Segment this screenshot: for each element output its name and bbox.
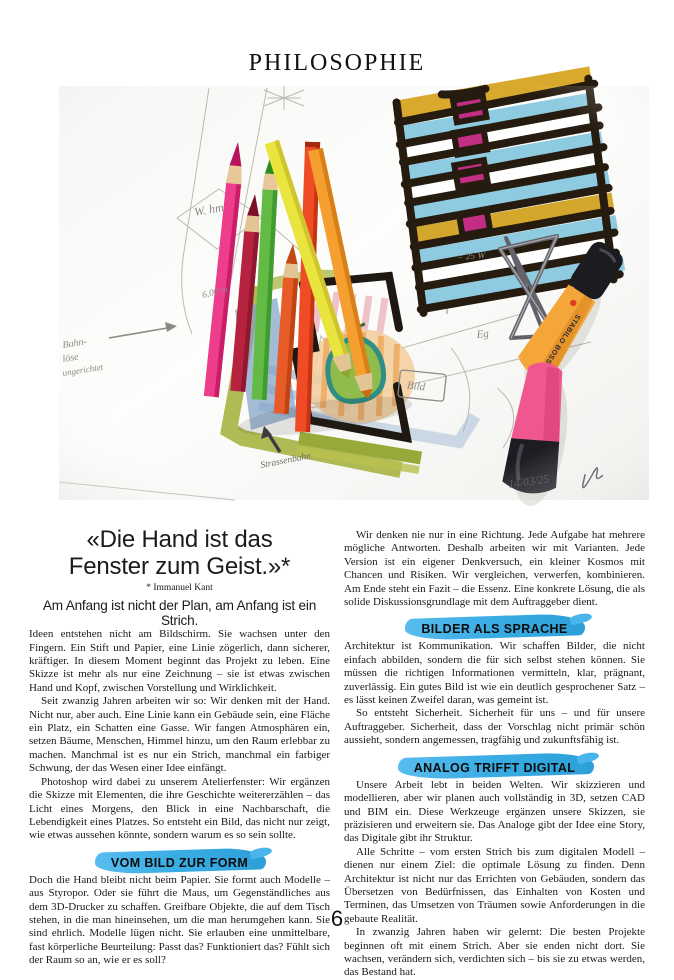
lead-sentence: Am Anfang ist nicht der Plan, am Anfang ist ein Strich. [42, 598, 317, 629]
sketch-photo-illustration [59, 86, 649, 500]
hero-photo [59, 86, 649, 500]
highlighted-heading-text: VOM BILD ZUR FORM [103, 855, 256, 871]
paragraph: Wir denken nie nur in eine Richtung. Jede Aufgabe hat mehrere mögliche Antworten. Deshalb arbeiten wir mit Varianten. Jede Version ist ein eigener Denkversuch, ein kleiner Kosmos mit Chancen und Risiken. Wir vergleichen, verwerfen, kombinieren. Am Ende steht ein Fazit – die Essenz. Eine konkrete Lösung, die als solide Diskussionsgrundlage mit dem Auftraggeber dient. [344, 529, 645, 609]
highlighted-heading-text: BILDER ALS SPRACHE [413, 621, 575, 637]
paragraph: In zwanzig Jahren haben wir gelernt: Die besten Projekte beginnen oft mit einem Strich. Aber sie enden nicht dort. Sie wachsen, verändern sich, verdichten sich – bis sie zu etwas werden, das Bestand hat. [344, 926, 645, 979]
page-title: PHILOSOPHIE [248, 50, 426, 77]
page-number: 6 [330, 906, 344, 931]
paragraph: So entsteht Sicherheit. Sicherheit für uns – und für unsere Auftraggeber. Sicherheit, dass der Vorschlag nicht primär schön aussieht, sondern angemessen, tragfähig und zukunftsfähig ist. [344, 707, 645, 747]
section-heading-analog-trifft-digital [344, 760, 645, 776]
paragraph: Photoshop wird dabei zu unserem Atelierfenster: Wir ergänzen die Skizze mit Elementen, die ihre Geschichte weitererzählen – das Licht eines Morgens, den Blick in eine Nachbarschaft, die Lebendigkeit eines Platzes. So entsteht ein Bild, das nicht nur zeigt, wie etwas aussehen könnte, sondern warum es so sein sollte. [29, 775, 330, 842]
paragraph: Doch die Hand bleibt nicht beim Papier. Sie formt auch Modelle – aus Styropor. Oder sie führt die Maus, um Gegenständliches aus dem 3D-Drucker zu schaffen. Greifbare Objekte, die auf dem Tisch stehen, in die man hineinsehen, um die man herumgehen kann. Sie sind ehrlich. Modelle lügen nicht. Sie erlauben eine unmittelbare, fast körperliche Beurteilung: Passt das? Funktioniert das? Fühlt sich der Raum so an, wie er es soll? [29, 873, 330, 967]
quote-attribution: * Immanuel Kant [146, 583, 213, 594]
section-heading-bilder-als-sprache [344, 621, 645, 637]
quote-line-1: «Die Hand ist das [86, 526, 273, 553]
paragraph: Unsere Arbeit lebt in beiden Welten. Wir skizzieren und modellieren, aber wir planen auch vollständig in 3D, setzen CAD und BIM ein. Diese Werkzeuge ergänzen unsere Skizzen, sie präzisieren und erweitern sie. Das Analoge gibt der Idee eine Story, das Digitale gibt ihr Struktur. [344, 778, 645, 845]
paragraph: Ideen entstehen nicht am Bildschirm. Sie wachsen unter den Fingern. Ein Stift und Papier, eine Linie zögerlich, dann sicherer, kräftiger. In diesem Moment beginnt das Projekt zu leben. Eine Skizze ist mehr als nur eine Zeichnung – sie ist etwas zwischen Hand und Kopf, zwischen Vorstellung und Wirklichkeit. [29, 628, 330, 694]
photo-vignette [59, 86, 649, 500]
quote-line-2: Fenster zum Geist.»* [68, 553, 291, 581]
pull-quote [29, 526, 330, 580]
paragraph: Alle Schritte – vom ersten Strich bis zum digitalen Modell – dienen nur einem Ziel: die optimale Lösung zu finden. Denn Architektur ist nicht nur das Errichten von Gebäuden, sondern das Übersetzen von Bedürfnissen, das Einhalten von Kosten und Terminen, das Umsetzen von Träumen sowie Anforderungen in die gebaute Realität. [344, 845, 645, 925]
section-heading-vom-bild-zur-form [29, 855, 330, 871]
highlighted-heading-text: ANALOG TRIFFT DIGITAL [406, 760, 584, 776]
paragraph: Seit zwanzig Jahren arbeiten wir so: Wir denken mit der Hand. Nicht nur, aber auch. Eine Linie kann ein Gebäude sein, eine Fläche ein Platz, ein Schatten eine Gasse. Wir fangen Atmosphären ein, setzen Bäume, Menschen, Himmel hinzu, um den Raum erlebbar zu machen. Manchmal ist es nur ein Strich, manchmal ein farbiger Schwung, der das Wesen einer Idee einfängt. [29, 695, 330, 775]
paragraph: Architektur ist Kommunikation. Wir schaffen Bilder, die nicht einfach abbilden, sondern die für sich selbst stehen können. Sie müssen die richtigen Informationen vermitteln, klar, prägnant, zuverlässig. Ein gutes Bild ist wie ein deutlich gesprochener Satz – es lässt keinen Zweifel daran, was gemeint ist. [344, 640, 645, 707]
